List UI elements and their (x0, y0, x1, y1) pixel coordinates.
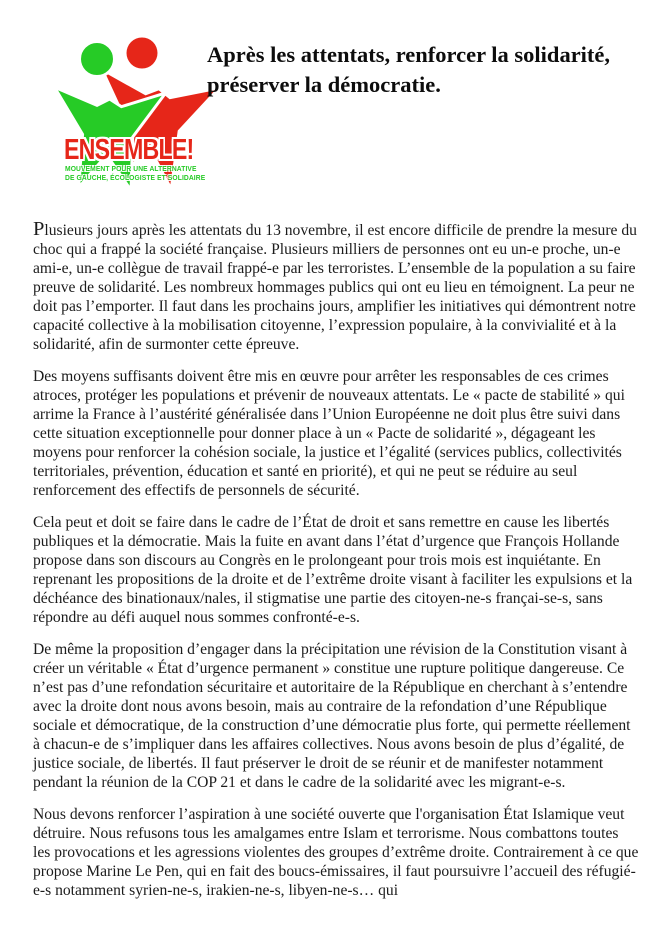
logo-subtitle-line2: DE GAUCHE, ÉCOLOGISTE ET SOLIDAIRE (65, 174, 206, 182)
logo-subtitle-line1: MOUVEMENT POUR UNE ALTERNATIVE (65, 166, 197, 173)
paragraph-1: Plusieurs jours après les attentats du 13 novembre, il est encore difficile de prendre la mesure du choc qui a frappé la société française. Plusieurs milliers de personnes ont eu un-e proche, un-e ami-e, un-e collègue de travail frappé-e par les terroristes. L’ensemble de la population a su faire preuve de solidarité. Les nombreux hommages publics qui ont eu lieu en témoignent. La peur ne doit pas l’emporter. Il faut dans les prochains jours, amplifier les initiatives qui démontrent notre capacité collective à la mobilisation citoyenne, l’expression populaire, à la convivialité et à la solidarité, afin de surmonter cette épreuve. (33, 218, 637, 353)
paragraph-3: Cela peut et doit se faire dans le cadre de l’État de droit et sans remettre en cause les libertés publiques et la démocratie. Mais la fuite en avant dans l’état d’urgence que François Hollande propose dans son discours au Congrès en le prolongeant pour trois mois est inquiétante. En reprenant les propositions de la droite et de l’extrême droite visant à faciliter les expulsions et la déchéance des binationaux/nales, il stigmatise une partie des citoyen-ne-s françai-se-s, sans répondre au défi auquel nous sommes confronté-e-s. (33, 514, 633, 626)
document-body (33, 219, 639, 913)
paragraph-4: De même la proposition d’engager dans la précipitation une révision de la Constitution visant à créer un véritable « État d’urgence permanent » constitue une rupture politique dangereuse. Ce n’est pas d’une refondation sécuritaire et autoritaire de la République en cherchant à s’entendre avec la droite dont nous avons besoin, mais au contraire de la refondation d’une République sociale et démocratique, de la construction d’une démocratie plus forte, qui permette réellement à chacun-e de s’impliquer dans les affaires collectives. Nous avons besoin de plus d’égalité, de justice sociale, de libertés. Il faut préserver le droit de se réunir et de manifester notamment pendant la réunion de la COP 21 et dans le cadre de la solidarité avec les migrant-e-s. (33, 641, 631, 791)
logo-subtitle (65, 166, 205, 183)
paragraph-2: Des moyens suffisants doivent être mis en œuvre pour arrêter les responsables de ces crimes atroces, protéger les populations et prévenir de nouveaux attentats. Le « pacte de stabilité » qui arrime la France à l’austérité généralisée dans l’Union Européenne ne doit plus être suivi dans cette situation exceptionnelle pour donner place à un « Pacte de solidarité », dégageant les moyens pour renforcer la cohésion sociale, la justice et l’égalité (services publics, collectivités territoriales, prévention, éducation et santé en priorité), et qui ne peut se réduire au seul renforcement des effectifs de personnels de sécurité. (33, 368, 625, 499)
ensemble-logo (46, 34, 222, 198)
logo-wordmark: ENSEMBLE! (64, 134, 194, 166)
page-title: Après les attentats, renforcer la solidarité, préserver la démocratie. (207, 42, 611, 97)
paragraph-5: Nous devons renforcer l’aspiration à une société ouverte que l'organisation État Islamique veut détruire. Nous refusons tous les amalgames entre Islam et terrorisme. Nous combattons toutes les provocations et les agressions violentes des groupes d’extrême droite. Contrairement à ce que propose Marine Le Pen, qui en fait des boucs-émissaires, il faut poursuivre l’accueil des réfugié-e-s notamment syrien-ne-s, irakien-ne-s, libyen-ne-s… qui (33, 806, 639, 899)
